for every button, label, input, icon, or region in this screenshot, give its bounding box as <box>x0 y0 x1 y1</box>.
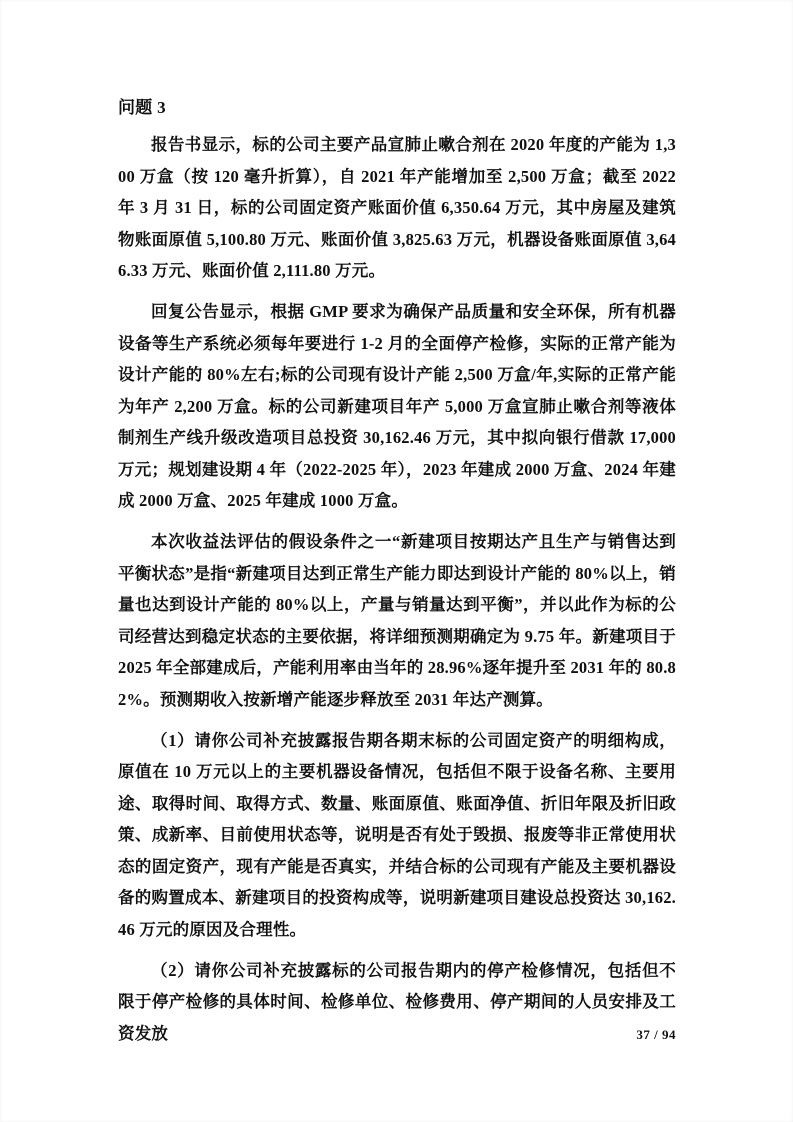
paragraph-capacity-and-fixed-assets: 报告书显示，标的公司主要产品宣肺止嗽合剂在 2020 年度的产能为 1,300 万盒（按 120 毫升折算），自 2021 年产能增加至 2,500 万盒；截至 2022 年 3 月 31 日，标的公司固定资产账面价值 6,350.64 万元，其中房屋及建筑物账面原值 5,100.80 万元、账面价值 3,825.63 万元，机器设备账面原值 3,646.33 万元、账面价值 2,111.80 万元。 <box>118 135 676 280</box>
paragraph-valuation-assumptions: 本次收益法评估的假设条件之一“新建项目按期达产且生产与销售达到平衡状态”是指“新建项目达到正常生产能力即达到设计产能的 80%以上，销量也达到设计产能的 80%以上，产量与销量达到平衡”，并以此作为标的公司经营达到稳定状态的主要依据，将详细预测期确定为 9.75 年。新建项目于 2025 年全部建成后，产能利用率由当年的 28.96%逐年提升至 2031 年的 80.82%。预测期收入按新增产能逐步释放至 2031 年达产测算。 <box>118 532 676 709</box>
question-heading: 问题 3 <box>118 98 166 117</box>
paragraph-request-1-fixed-asset-disclosure: （1）请你公司补充披露报告期各期末标的公司固定资产的明细构成，原值在 10 万元以上的主要机器设备情况，包括但不限于设备名称、主要用途、取得时间、取得方式、数量、账面原值、账面净值、折旧年限及折旧政策、成新率、目前使用状态等，说明是否有处于毁损、报废等非正常使用状态的固定资产，现有产能是否真实，并结合标的公司现有产能及主要机器设备的购置成本、新建项目的投资构成等，说明新建项目建设总投资达 30,162.46 万元的原因及合理性。 <box>118 730 676 939</box>
page-number: 37 / 94 <box>636 1027 676 1042</box>
paragraph-request-2-shutdown-maintenance: （2）请你公司补充披露标的公司报告期内的停产检修情况，包括但不限于停产检修的具体时间、检修单位、检修费用、停产期间的人员安排及工资发放 <box>118 960 676 1043</box>
paragraph-gmp-overhaul-and-new-project: 回复公告显示，根据 GMP 要求为确保产品质量和安全环保，所有机器设备等生产系统必须每年要进行 1-2 月的全面停产检修，实际的正常产能为设计产能的 80%左右;标的公司现有设计产能 2,500 万盒/年,实际的正常产能为年产 2,200 万盒。标的公司新建项目年产 5,000 万盒宣肺止嗽合剂等液体制剂生产线升级改造项目总投资 30,162.46 万元，其中拟向银行借款 17,000 万元；规划建设期 4 年（2022-2025 年），2023 年建成 2000 万盒、2024 年建成 2000 万盒、2025 年建成 1000 万盒。 <box>118 302 676 510</box>
document-content <box>118 92 676 1059</box>
